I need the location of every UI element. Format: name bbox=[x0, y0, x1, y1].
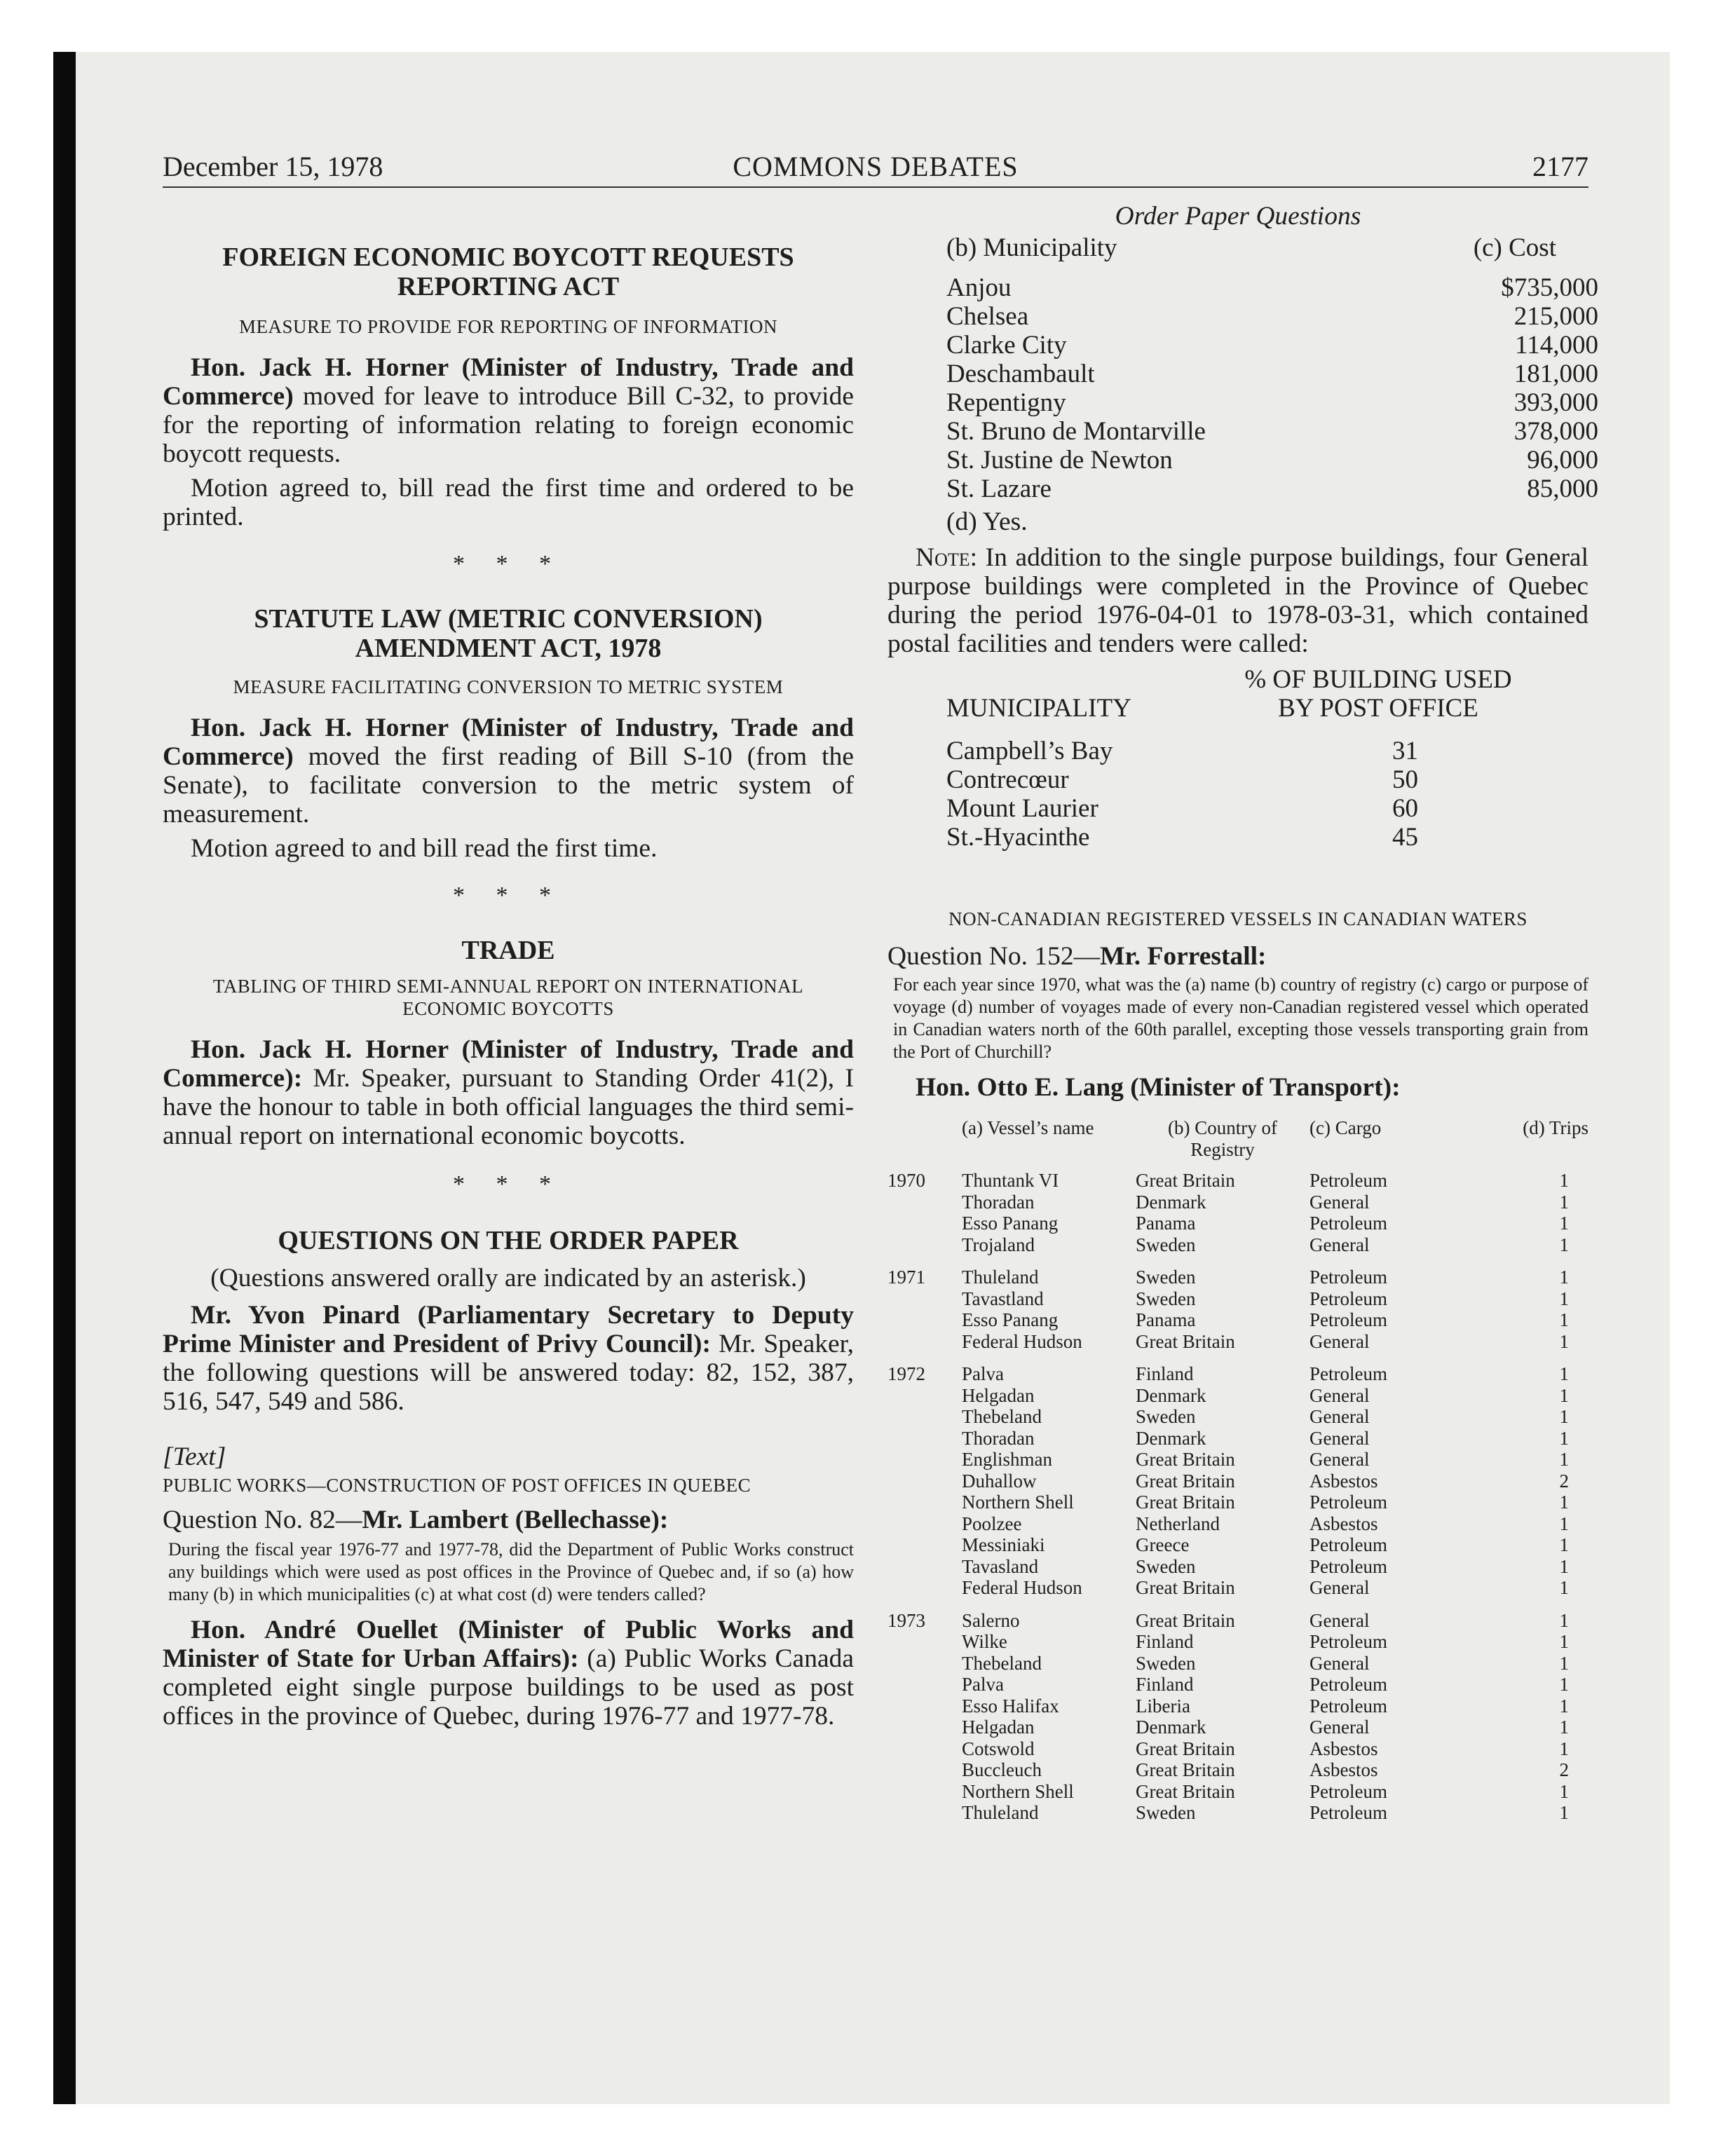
vessel-cargo: General bbox=[1309, 1406, 1370, 1427]
table-row bbox=[887, 1653, 1588, 1674]
vessel-cargo: Petroleum bbox=[1309, 1492, 1387, 1513]
gp-percentage: 31 bbox=[1392, 737, 1418, 765]
table-row bbox=[887, 1556, 1588, 1578]
vessel-name: Esso Panang bbox=[962, 1213, 1059, 1234]
vessel-cargo: General bbox=[1309, 1449, 1370, 1470]
page-header bbox=[163, 150, 1588, 188]
vessel-country: Panama bbox=[1136, 1213, 1196, 1234]
table-row bbox=[946, 737, 1418, 765]
vessel-year-blank bbox=[887, 1534, 962, 1556]
vessel-name: Messiniaki bbox=[962, 1534, 1045, 1555]
vessel-year-blank bbox=[887, 1717, 962, 1738]
vessel-name: Northern Shell bbox=[962, 1780, 1074, 1802]
vessel-table bbox=[887, 1117, 1588, 1824]
motion-metric: Motion agreed to and bill read the first time. bbox=[191, 834, 658, 863]
vessel-country: Sweden bbox=[1136, 1406, 1196, 1427]
col-header-municipality: (b) Municipality bbox=[946, 233, 1117, 262]
vessel-year-blank bbox=[887, 1213, 962, 1234]
speaker-pinard: Mr. Yvon Pinard (Parliamentary Secretary to Deputy Prime Minister and President of Privy Council): bbox=[163, 1301, 854, 1358]
vessel-cargo: Petroleum bbox=[1309, 1267, 1387, 1288]
vessel-cargo: Petroleum bbox=[1309, 1780, 1387, 1802]
municipality-cost: $735,000 bbox=[1501, 273, 1598, 302]
vessel-cargo: Asbestos bbox=[1309, 1470, 1378, 1492]
asker-lambert: Mr. Lambert (Bellechasse): bbox=[362, 1506, 669, 1534]
section-title-trade: TRADE bbox=[461, 936, 555, 965]
municipality-cost-table bbox=[946, 233, 1598, 503]
q152-heading: NON-CANADIAN REGISTERED VESSELS IN CANADIAN WATERS bbox=[948, 908, 1528, 929]
vessel-year: 1972 bbox=[887, 1363, 925, 1384]
vessel-trips: 1 bbox=[1559, 1309, 1569, 1330]
vessel-year-blank bbox=[887, 1577, 962, 1599]
vessel-year-blank bbox=[887, 1738, 962, 1760]
table-row bbox=[887, 1674, 1588, 1696]
speaker-horner: Hon. Jack H. Horner (Minister of Industry, Trade and Commerce) bbox=[163, 714, 854, 771]
vessel-cargo: Petroleum bbox=[1309, 1802, 1387, 1823]
vessel-cargo: General bbox=[1309, 1427, 1370, 1449]
q82-heading: PUBLIC WORKS—CONSTRUCTION OF POST OFFICES IN QUEBEC bbox=[163, 1475, 751, 1496]
table-row bbox=[887, 1717, 1588, 1738]
vessel-year-blank bbox=[887, 1513, 962, 1535]
vessel-trips: 1 bbox=[1559, 1191, 1569, 1213]
table-row bbox=[887, 1309, 1588, 1331]
vessel-year-blank bbox=[887, 1759, 962, 1781]
vessel-country: Denmark bbox=[1136, 1191, 1206, 1213]
vessel-trips: 1 bbox=[1559, 1363, 1569, 1384]
vessel-cargo: Petroleum bbox=[1309, 1288, 1387, 1309]
table-row bbox=[946, 446, 1598, 475]
vessel-name: Thoradan bbox=[962, 1191, 1035, 1213]
vessel-year-blank bbox=[887, 1674, 962, 1696]
municipality-cost: 181,000 bbox=[1513, 360, 1598, 388]
gp-col-pct-line1: % OF BUILDING USED bbox=[1244, 665, 1512, 694]
header-date: December 15, 1978 bbox=[163, 151, 383, 182]
vessel-trips: 1 bbox=[1559, 1234, 1569, 1255]
table-row bbox=[887, 1255, 1588, 1288]
vessel-country: Great Britain bbox=[1136, 1330, 1235, 1352]
gp-percentage: 50 bbox=[1392, 765, 1418, 794]
table-row bbox=[887, 1631, 1588, 1653]
gp-percentage: 45 bbox=[1392, 823, 1418, 852]
paragraph-metric-bill: Hon. Jack H. Horner (Minister of Industry, Trade and Commerce) moved the first reading of Bill S-10 (from the Senate), to facilitate conversion to the metric system of measurement. bbox=[163, 714, 854, 828]
table-row bbox=[887, 1738, 1588, 1760]
table-row bbox=[946, 823, 1418, 852]
speaker-ouellet: Hon. André Ouellet (Minister of Public Works and Minister of State for Urban Affairs): bbox=[163, 1616, 854, 1673]
gp-municipality-name: St.-Hyacinthe bbox=[946, 823, 1090, 852]
vessel-year-blank bbox=[887, 1653, 962, 1674]
municipality-name: St. Justine de Newton bbox=[946, 446, 1173, 475]
gp-municipality-name: Campbell’s Bay bbox=[946, 737, 1113, 765]
gp-col-municipality: MUNICIPALITY bbox=[946, 694, 1131, 723]
vessel-name: Cotswold bbox=[962, 1738, 1035, 1759]
general-purpose-table bbox=[946, 737, 1418, 852]
vessel-country: Great Britain bbox=[1136, 1577, 1235, 1598]
speaker-horner: Hon. Jack H. Horner (Minister of Industry, Trade and Commerce): bbox=[163, 1035, 854, 1093]
vessel-country: Greece bbox=[1136, 1534, 1190, 1555]
vessel-cargo: General bbox=[1309, 1652, 1370, 1674]
vessel-name: Tavasland bbox=[962, 1555, 1039, 1577]
table-row bbox=[887, 1759, 1588, 1781]
vessel-name: Federal Hudson bbox=[962, 1577, 1082, 1598]
municipality-name: Deschambault bbox=[946, 360, 1095, 388]
table-row bbox=[887, 1449, 1588, 1471]
table-row bbox=[887, 1331, 1588, 1353]
vessel-cargo: Asbestos bbox=[1309, 1513, 1378, 1534]
municipality-name: Repentigny bbox=[946, 388, 1066, 417]
vessel-cargo: General bbox=[1309, 1234, 1370, 1255]
vessel-name: Helgadan bbox=[962, 1717, 1035, 1738]
section-title-boycott: FOREIGN ECONOMIC BOYCOTT REQUESTS REPORTING ACT bbox=[222, 243, 794, 301]
section-subtitle-metric: MEASURE FACILITATING CONVERSION TO METRIC SYSTEM bbox=[233, 676, 784, 697]
table-row bbox=[887, 1406, 1588, 1428]
municipality-name: St. Lazare bbox=[946, 475, 1052, 503]
municipality-cost: 85,000 bbox=[1527, 475, 1598, 503]
asker-forrestall: Mr. Forrestall: bbox=[1100, 942, 1267, 971]
vessel-year-blank bbox=[887, 1234, 962, 1256]
vessel-year: 1971 bbox=[887, 1267, 925, 1288]
vessel-country: Denmark bbox=[1136, 1717, 1206, 1738]
table-row bbox=[946, 475, 1598, 503]
vessel-cargo: Petroleum bbox=[1309, 1674, 1387, 1695]
table-row bbox=[887, 1471, 1588, 1492]
table-row bbox=[946, 417, 1598, 446]
note-label: Note: bbox=[916, 543, 978, 572]
vessel-country: Great Britain bbox=[1136, 1492, 1235, 1513]
municipality-name: Clarke City bbox=[946, 331, 1067, 360]
table-row bbox=[887, 1352, 1588, 1385]
gp-municipality-name: Mount Laurier bbox=[946, 794, 1098, 823]
vessel-cargo: General bbox=[1309, 1609, 1370, 1631]
vessel-name: Salerno bbox=[962, 1609, 1020, 1631]
vessel-cargo: Asbestos bbox=[1309, 1759, 1378, 1780]
table-row bbox=[946, 302, 1598, 331]
general-purpose-header bbox=[887, 665, 1588, 723]
vessel-country: Sweden bbox=[1136, 1234, 1196, 1255]
col-header-vessel: (a) Vessel’s name bbox=[962, 1117, 1094, 1138]
q152-title: Question No. 152—Mr. Forrestall: bbox=[887, 942, 1267, 971]
vessel-year-blank bbox=[887, 1288, 962, 1310]
vessel-cargo: Petroleum bbox=[1309, 1309, 1387, 1330]
text-tag: [Text] bbox=[163, 1442, 226, 1471]
vessel-country: Great Britain bbox=[1136, 1449, 1235, 1470]
vessel-country: Sweden bbox=[1136, 1802, 1196, 1823]
vessel-trips: 1 bbox=[1559, 1492, 1569, 1513]
vessel-year-blank bbox=[887, 1492, 962, 1513]
table-row bbox=[946, 273, 1598, 302]
vessel-country: Sweden bbox=[1136, 1288, 1196, 1309]
col-header-cargo: (c) Cargo bbox=[1309, 1117, 1382, 1138]
vessel-trips: 1 bbox=[1559, 1449, 1569, 1470]
vessel-year-blank bbox=[887, 1192, 962, 1213]
col-header-cost: (c) Cost bbox=[1473, 233, 1556, 262]
vessel-trips: 2 bbox=[1559, 1759, 1569, 1780]
vessel-country: Great Britain bbox=[1136, 1780, 1235, 1802]
vessel-country: Great Britain bbox=[1136, 1738, 1235, 1759]
vessel-name: Thebeland bbox=[962, 1652, 1042, 1674]
vessel-country: Panama bbox=[1136, 1309, 1196, 1330]
municipality-name: Chelsea bbox=[946, 302, 1029, 331]
vessel-trips: 1 bbox=[1559, 1406, 1569, 1427]
municipality-cost: 378,000 bbox=[1513, 417, 1598, 446]
vessel-country: Great Britain bbox=[1136, 1759, 1235, 1780]
vessel-trips: 1 bbox=[1559, 1652, 1569, 1674]
vessel-name: Duhallow bbox=[962, 1470, 1037, 1492]
vessel-trips: 1 bbox=[1559, 1384, 1569, 1406]
table-row bbox=[946, 331, 1598, 360]
table-row bbox=[887, 1385, 1588, 1407]
vessel-country: Great Britain bbox=[1136, 1470, 1235, 1492]
vessel-name: Wilke bbox=[962, 1631, 1007, 1652]
gp-col-pct-line2: BY POST OFFICE bbox=[1278, 694, 1478, 723]
vessel-year-blank bbox=[887, 1428, 962, 1449]
vessel-year: 1973 bbox=[887, 1609, 925, 1631]
vessel-country: Finland bbox=[1136, 1631, 1194, 1652]
section-title-metric: STATUTE LAW (METRIC CONVERSION) AMENDMENT ACT, 1978 bbox=[254, 604, 763, 663]
gp-municipality-name: Contrecœur bbox=[946, 765, 1069, 794]
vessel-trips: 1 bbox=[1559, 1330, 1569, 1352]
table-row bbox=[887, 1534, 1588, 1556]
vessel-country: Denmark bbox=[1136, 1427, 1206, 1449]
vessel-trips: 1 bbox=[1559, 1534, 1569, 1555]
vessel-name: Thoradan bbox=[962, 1427, 1035, 1449]
table-row bbox=[946, 360, 1598, 388]
vessel-trips: 1 bbox=[1559, 1695, 1569, 1717]
table-row bbox=[887, 1288, 1588, 1310]
vessel-cargo: General bbox=[1309, 1384, 1370, 1406]
vessel-cargo: General bbox=[1309, 1330, 1370, 1352]
vessel-name: Thebeland bbox=[962, 1406, 1042, 1427]
vessel-country: Great Britain bbox=[1136, 1609, 1235, 1631]
vessel-year-blank bbox=[887, 1331, 962, 1353]
table-row bbox=[887, 1781, 1588, 1803]
vessel-name: Thuntank VI bbox=[962, 1170, 1059, 1191]
vessel-name: Englishman bbox=[962, 1449, 1052, 1470]
vessel-cargo: General bbox=[1309, 1577, 1370, 1598]
running-title: Order Paper Questions bbox=[1115, 202, 1361, 231]
vessel-cargo: Petroleum bbox=[1309, 1555, 1387, 1577]
vessel-trips: 1 bbox=[1559, 1288, 1569, 1309]
vessel-trips: 2 bbox=[1559, 1470, 1569, 1492]
paragraph-pinard: Mr. Yvon Pinard (Parliamentary Secretary to Deputy Prime Minister and President of Privy Council): Mr. Speaker, the following questions will be answered today: 82, 152, 387, 516, 547, 549 and 586. bbox=[163, 1301, 854, 1416]
vessel-trips: 1 bbox=[1559, 1802, 1569, 1823]
paragraph-ouellet-answer: Hon. André Ouellet (Minister of Public Works and Minister of State for Urban Affairs): (a) Public Works Canada completed eight single purpose buildings to be used as post offices in the province of Quebec, during 1976-77 and 1977-78. bbox=[163, 1616, 854, 1731]
table-row bbox=[887, 1428, 1588, 1449]
section-title-questions: QUESTIONS ON THE ORDER PAPER bbox=[278, 1226, 739, 1255]
section-separator: * * * bbox=[453, 1171, 564, 1197]
vessel-name: Northern Shell bbox=[962, 1492, 1074, 1513]
municipality-name: St. Bruno de Montarville bbox=[946, 417, 1206, 446]
vessel-trips: 1 bbox=[1559, 1738, 1569, 1759]
questions-note: (Questions answered orally are indicated by an asterisk.) bbox=[210, 1264, 806, 1292]
vessel-year-blank bbox=[887, 1631, 962, 1653]
table-row bbox=[887, 1213, 1588, 1234]
vessel-trips: 1 bbox=[1559, 1674, 1569, 1695]
gp-percentage: 60 bbox=[1392, 794, 1418, 823]
vessel-trips: 1 bbox=[1559, 1213, 1569, 1234]
vessel-year-blank bbox=[887, 1385, 962, 1407]
q82-question-text: During the fiscal year 1976-77 and 1977-78, did the Department of Public Works construct any buildings which were used as post offices in the Province of Quebec and, if so (a) how many (b) in which municipalities (c) at what cost (d) were tenders called? bbox=[168, 1539, 854, 1604]
section-subtitle-boycott: MEASURE TO PROVIDE FOR REPORTING OF INFORMATION bbox=[239, 316, 777, 337]
header-title: COMMONS DEBATES bbox=[733, 151, 1019, 182]
vessel-year-blank bbox=[887, 1802, 962, 1824]
vessel-year-blank bbox=[887, 1556, 962, 1578]
left-column bbox=[163, 205, 854, 1731]
table-row bbox=[946, 388, 1598, 417]
vessel-country: Sweden bbox=[1136, 1267, 1196, 1288]
paragraph-boycott-bill: Hon. Jack H. Horner (Minister of Industry, Trade and Commerce) moved for leave to introduce Bill C-32, to provide for the reporting of information relating to foreign economic boycott requests. bbox=[163, 353, 854, 468]
motion-boycott: Motion agreed to, bill read the first time and ordered to be printed. bbox=[163, 474, 854, 531]
page-number: 2177 bbox=[1532, 151, 1588, 182]
vessel-country: Sweden bbox=[1136, 1652, 1196, 1674]
table-row bbox=[887, 1160, 1588, 1192]
vessel-country: Great Britain bbox=[1136, 1170, 1235, 1191]
vessel-name: Palva bbox=[962, 1363, 1004, 1384]
vessel-year-blank bbox=[887, 1406, 962, 1428]
vessel-trips: 1 bbox=[1559, 1609, 1569, 1631]
vessel-name: Federal Hudson bbox=[962, 1330, 1082, 1352]
municipality-cost: 114,000 bbox=[1515, 331, 1598, 360]
table-row bbox=[887, 1802, 1588, 1824]
table-row bbox=[887, 1696, 1588, 1717]
section-subtitle-trade: TABLING OF THIRD SEMI-ANNUAL REPORT ON INTERNATIONAL ECONOMIC BOYCOTTS bbox=[212, 976, 804, 1019]
vessel-trips: 1 bbox=[1559, 1555, 1569, 1577]
vessel-trips: 1 bbox=[1559, 1717, 1569, 1738]
vessel-name: Buccleuch bbox=[962, 1759, 1042, 1780]
vessel-country: Sweden bbox=[1136, 1555, 1196, 1577]
municipality-cost: 393,000 bbox=[1513, 388, 1598, 417]
vessel-country: Liberia bbox=[1136, 1695, 1190, 1717]
vessel-country: Finland bbox=[1136, 1674, 1194, 1695]
municipality-name: Anjou bbox=[946, 273, 1012, 302]
vessel-name: Palva bbox=[962, 1674, 1004, 1695]
vessel-trips: 1 bbox=[1559, 1513, 1569, 1534]
q82-title: Question No. 82—Mr. Lambert (Bellechasse): bbox=[163, 1506, 669, 1534]
table-row bbox=[946, 794, 1418, 823]
vessel-name: Helgadan bbox=[962, 1384, 1035, 1406]
table-row bbox=[887, 1599, 1588, 1632]
section-separator: * * * bbox=[453, 882, 564, 908]
vessel-year-blank bbox=[887, 1309, 962, 1331]
table-row bbox=[887, 1192, 1588, 1213]
vessel-cargo: Petroleum bbox=[1309, 1695, 1387, 1717]
vessel-country: Netherland bbox=[1136, 1513, 1220, 1534]
vessel-trips: 1 bbox=[1559, 1631, 1569, 1652]
vessel-cargo: Asbestos bbox=[1309, 1738, 1378, 1759]
vessel-name: Thuleland bbox=[962, 1802, 1039, 1823]
vessel-name: Esso Panang bbox=[962, 1309, 1059, 1330]
right-column bbox=[887, 202, 1598, 1824]
vessel-trips: 1 bbox=[1559, 1577, 1569, 1598]
vessel-cargo: Petroleum bbox=[1309, 1213, 1387, 1234]
vessel-year-blank bbox=[887, 1696, 962, 1717]
vessel-year-blank bbox=[887, 1781, 962, 1803]
table-row bbox=[887, 1577, 1588, 1599]
vessel-name: Thuleland bbox=[962, 1267, 1039, 1288]
vessel-name: Esso Halifax bbox=[962, 1695, 1059, 1717]
vessel-name: Tavastland bbox=[962, 1288, 1044, 1309]
vessel-name: Poolzee bbox=[962, 1513, 1022, 1534]
vessel-country: Denmark bbox=[1136, 1384, 1206, 1406]
speaker-lang: Hon. Otto E. Lang (Minister of Transport): bbox=[916, 1073, 1401, 1102]
table-row bbox=[887, 1513, 1588, 1535]
vessel-name: Trojaland bbox=[962, 1234, 1035, 1255]
scan-binding-edge bbox=[53, 52, 76, 2104]
note-general-purpose: Note: In addition to the single purpose buildings, four General purpose buildings were completed in the Province of Quebec during the period 1976-04-01 to 1978-03-31, which contained postal facilities and tenders were called: bbox=[887, 543, 1588, 658]
table-row bbox=[887, 1492, 1588, 1513]
vessel-cargo: Petroleum bbox=[1309, 1363, 1387, 1384]
vessel-cargo: Petroleum bbox=[1309, 1170, 1387, 1191]
vessel-year-blank bbox=[887, 1471, 962, 1492]
speaker-horner: Hon. Jack H. Horner (Minister of Industry, Trade and Commerce) bbox=[163, 353, 854, 411]
municipality-cost: 96,000 bbox=[1527, 446, 1598, 475]
answer-d: (d) Yes. bbox=[946, 507, 1028, 536]
paragraph-trade-report: Hon. Jack H. Horner (Minister of Industry, Trade and Commerce): Mr. Speaker, pursuant to Standing Order 41(2), I have the honour to table in both official languages the third semi-annual report on international economic boycotts. bbox=[163, 1035, 854, 1150]
vessel-country: Finland bbox=[1136, 1363, 1194, 1384]
vessel-trips: 1 bbox=[1559, 1170, 1569, 1191]
q152-question-text: For each year since 1970, what was the (a) name (b) country of registry (c) cargo or purpose of voyage (d) number of voyages made of every non-Canadian registered vessel which operated in Canadian waters north of the 60th parallel, excepting those vessels transporting grain from the Port of Churchill? bbox=[893, 974, 1588, 1062]
vessel-trips: 1 bbox=[1559, 1267, 1569, 1288]
vessel-year-blank bbox=[887, 1449, 962, 1471]
vessel-cargo: Petroleum bbox=[1309, 1631, 1387, 1652]
section-separator: * * * bbox=[453, 551, 564, 577]
table-row bbox=[946, 765, 1418, 794]
vessel-cargo: General bbox=[1309, 1717, 1370, 1738]
vessel-cargo: Petroleum bbox=[1309, 1534, 1387, 1555]
table-row bbox=[887, 1234, 1588, 1256]
vessel-trips: 1 bbox=[1559, 1780, 1569, 1802]
vessel-cargo: General bbox=[1309, 1191, 1370, 1213]
col-header-country: (b) Country of Registry bbox=[1168, 1117, 1277, 1160]
col-header-trips: (d) Trips bbox=[1523, 1117, 1588, 1138]
municipality-cost: 215,000 bbox=[1513, 302, 1598, 331]
vessel-trips: 1 bbox=[1559, 1427, 1569, 1449]
vessel-year: 1970 bbox=[887, 1170, 925, 1191]
